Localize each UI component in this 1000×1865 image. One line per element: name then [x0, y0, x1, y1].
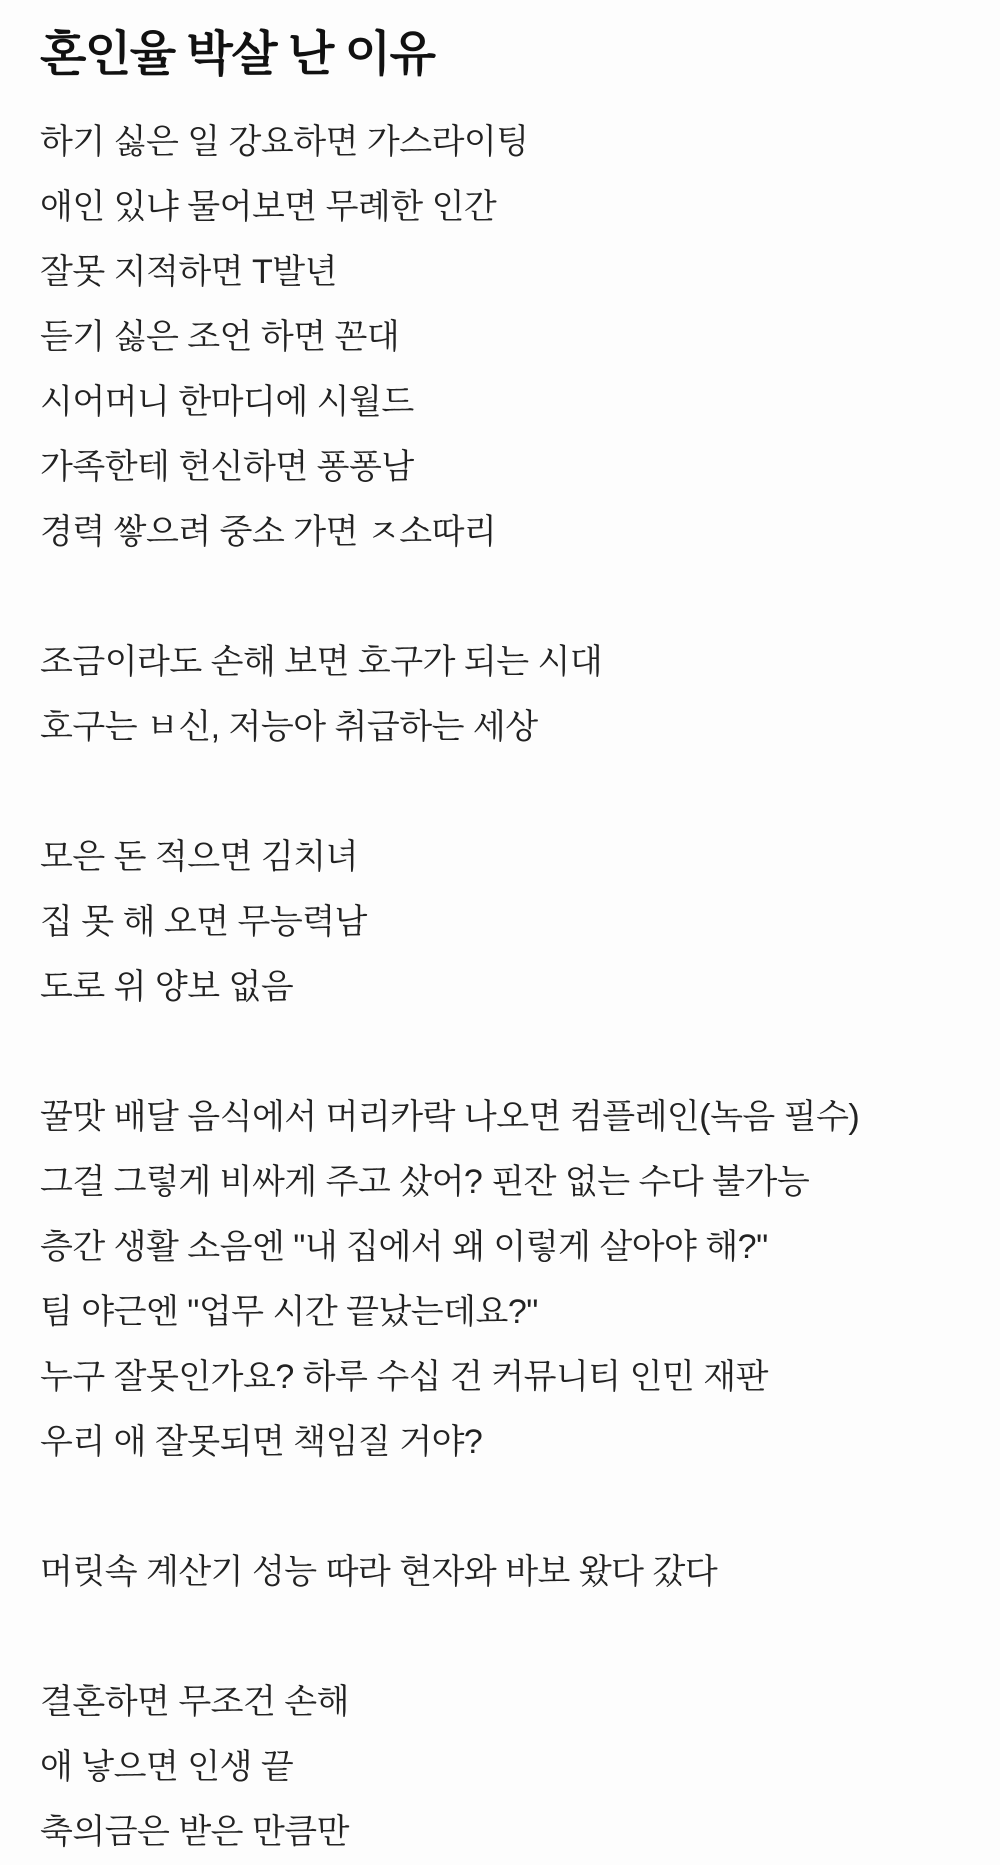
text-line: 하기 싫은 일 강요하면 가스라이팅 — [40, 123, 529, 161]
paragraph-2 — [40, 630, 970, 760]
text-line: 누구 잘못인가요? 하루 수십 건 커뮤니티 인민 재판 — [40, 1358, 768, 1396]
paragraph-6 — [40, 1670, 970, 1865]
text-line: 애인 있냐 물어보면 무례한 인간 — [40, 188, 497, 226]
text-line: 도로 위 양보 없음 — [40, 968, 294, 1006]
text-line: 애 낳으면 인생 끝 — [40, 1748, 294, 1786]
text-line: 조금이라도 손해 보면 호구가 되는 시대 — [40, 643, 603, 681]
text-line: 모은 돈 적으면 김치녀 — [40, 838, 358, 876]
paragraph-4 — [40, 1085, 970, 1475]
text-line: 층간 생활 소음엔 "내 집에서 왜 이렇게 살아야 해?" — [40, 1228, 768, 1266]
text-line: 머릿속 계산기 성능 따라 현자와 바보 왔다 갔다 — [40, 1553, 718, 1591]
text-line: 가족한테 헌신하면 퐁퐁남 — [40, 448, 414, 486]
text-line: 경력 쌓으려 중소 가면 ㅈ소따리 — [40, 513, 497, 551]
text-line: 시어머니 한마디에 시월드 — [40, 383, 414, 421]
post-title: 혼인율 박살 난 이유 — [40, 28, 435, 81]
text-line: 결혼하면 무조건 손해 — [40, 1683, 349, 1721]
text-line: 우리 애 잘못되면 책임질 거야? — [40, 1423, 483, 1461]
paragraph-1 — [40, 110, 970, 565]
text-line: 잘못 지적하면 T발년 — [40, 253, 337, 291]
text-line: 꿀맛 배달 음식에서 머리카락 나오면 컴플레인(녹음 필수) — [40, 1098, 860, 1136]
text-line: 팀 야근엔 "업무 시간 끝났는데요?" — [40, 1293, 538, 1331]
text-line: 호구는 ㅂ신, 저능아 취급하는 세상 — [40, 708, 538, 746]
text-line: 축의금은 받은 만큼만 — [40, 1813, 349, 1851]
paragraph-5 — [40, 1540, 970, 1605]
text-line: 집 못 해 오면 무능력남 — [40, 903, 367, 941]
paragraph-3 — [40, 825, 970, 1020]
text-line: 그걸 그렇게 비싸게 주고 샀어? 핀잔 없는 수다 불가능 — [40, 1163, 810, 1201]
text-line: 듣기 싫은 조언 하면 꼰대 — [40, 318, 400, 356]
